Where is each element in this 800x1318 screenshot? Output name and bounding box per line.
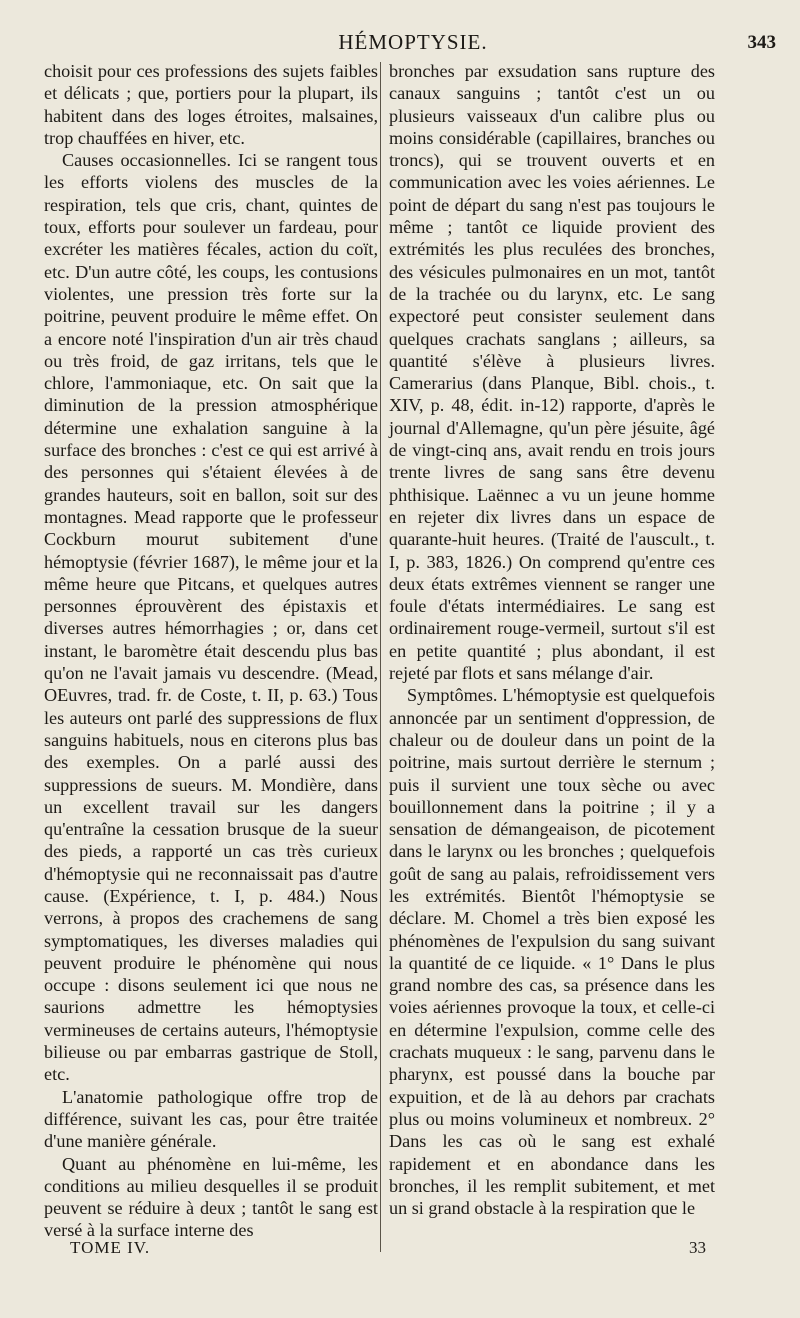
page-footer	[70, 1238, 720, 1262]
page-number: 343	[747, 32, 776, 53]
column-divider	[380, 62, 381, 1252]
paragraph: L'anatomie pathologique offre trop de différence, suivant les cas, pour être traitée d'une manière générale.	[44, 1086, 378, 1152]
paragraph: Quant au phénomène en lui-même, les conditions au milieu desquelles il se produit peuvent se réduire à deux ; tantôt le sang est versé à la surface interne des	[44, 1153, 378, 1241]
paragraph: Causes occasionnelles. Ici se rangent tous les efforts violens des muscles de la respiration, tels que cris, chant, quintes de toux, efforts pour soulever un fardeau, pour excréter les matières fécales, action du coït, etc. D'un autre côté, les coups, les contusions violentes, une pression très forte sur la poitrine, peuvent produire le même effet. On a encore noté l'inspiration d'un air très chaud ou très froid, de gaz irritans, tels que le chlore, l'ammoniaque, etc. On sait que la diminution de la pression atmosphérique détermine une exhalation sanguine à la surface des bronches : c'est ce qui est arrivé à des personnes qui s'étaient élevées à de grandes hauteurs, soit en ballon, soit sur des montagnes. Mead rapporte que le professeur Cockburn mourut subitement d'une hémoptysie (février 1687), le même jour et la même heure que Pitcans, et quelques autres personnes éprouvèrent des épistaxis et diverses autres hémorrhagies ; or, dans cet instant, le baromètre était descendu plus bas qu'on ne l'avait jamais vu descendre. (Mead, OEuvres, trad. fr. de Coste, t. II, p. 63.) Tous les auteurs ont parlé des suppressions de flux sanguins habituels, nous en citerons plus bas des exemples. On a parlé aussi des suppressions de sueurs. M. Mondière, dans un excellent travail sur les dangers qu'entraîne la cessation brusque de la sueur des pieds, a rapporté un cas très curieux d'hémoptysie qui ne reconnaissait pas d'autre cause. (Expérience, t. I, p. 484.) Nous verrons, à propos des crachemens de sang symptomatiques, les diverses maladies qui peuvent produire le phénomène qui nous occupe : disons seulement ici que nous ne saurions admettre les hémoptysies vermineuses de certains auteurs, l'hémoptysie bilieuse ou par embarras gastrique de Stoll, etc.	[44, 150, 378, 1085]
paragraph: bronches par exsudation sans rupture des canaux sanguins ; tantôt c'est un ou plusieurs vaisseaux d'un calibre plus ou moins considérable (capillaires, branches ou troncs), qui se trouvent ouverts et en communication avec les voies aériennes. Le point de départ du sang n'est pas toujours le même ; tantôt ce liquide provient des extrémités les plus reculées des bronches, des vésicules pulmonaires en un mot, tantôt de la trachée ou du larynx, etc. Le sang expectoré peut consister seulement dans quelques crachats sanglans ; ailleurs, sa quantité s'élève à plusieurs livres. Camerarius (dans Planque, Bibl. chois., t. XIV, p. 48, édit. in-12) rapporte, d'après le journal d'Allemagne, qu'un père jésuite, âgé de vingt-cinq ans, avait rendu en trois jours trente livres de sang sans être devenu phthisique. Laënnec a vu un jeune homme en rejeter dix livres dans un espace de quarante-huit heures. (Traité de l'auscult., t. I, p. 383, 1826.) On comprend qu'entre ces deux états extrêmes viennent se ranger une foule d'états intermédiaires. Le sang est ordinairement rouge-vermeil, surtout s'il est en petite quantité ; plus abondant, il est rejeté par flots et sans mélange d'air.	[389, 61, 715, 684]
page-header	[40, 30, 786, 56]
volume-label: TOME IV.	[70, 1238, 151, 1257]
left-column	[44, 60, 378, 1242]
paragraph: Symptômes. L'hémoptysie est quelquefois annoncée par un sentiment d'oppression, de chaleur ou de douleur dans un point de la poitrine, mais surtout derrière le sternum ; puis il survient une toux sèche ou avec bouillonnement dans la poitrine ; il y a sensation de démangeaison, de picotement dans le larynx ou les bronches ; quelquefois goût de sang au palais, refroidissement vers les extrémités. Bientôt l'hémoptysie se déclare. M. Chomel a très bien exposé les phénomènes de l'expulsion du sang suivant la quantité de ce liquide. « 1° Dans le plus grand nombre des cas, sa présence dans les voies aériennes provoque la toux, et celle-ci en détermine l'expulsion, comme celle des crachats muqueux : le sang, parvenu dans le pharynx, est poussé dans la bouche par expuition, et de là au dehors par crachats plus ou moins volumineux et nombreux. 2° Dans les cas où le sang est exhalé rapidement et en abondance dans les bronches, il les remplit subitement, et met un si grand obstacle à la respiration que le	[389, 685, 715, 1219]
right-column	[389, 60, 715, 1219]
paragraph: choisit pour ces professions des sujets faibles et délicats ; que, portiers pour la plupart, ils habitent dans des loges étroites, malsaines, trop chauffées en hiver, etc.	[44, 61, 378, 148]
signature-mark: 33	[689, 1238, 706, 1257]
running-title: HÉMOPTYSIE.	[338, 30, 488, 54]
